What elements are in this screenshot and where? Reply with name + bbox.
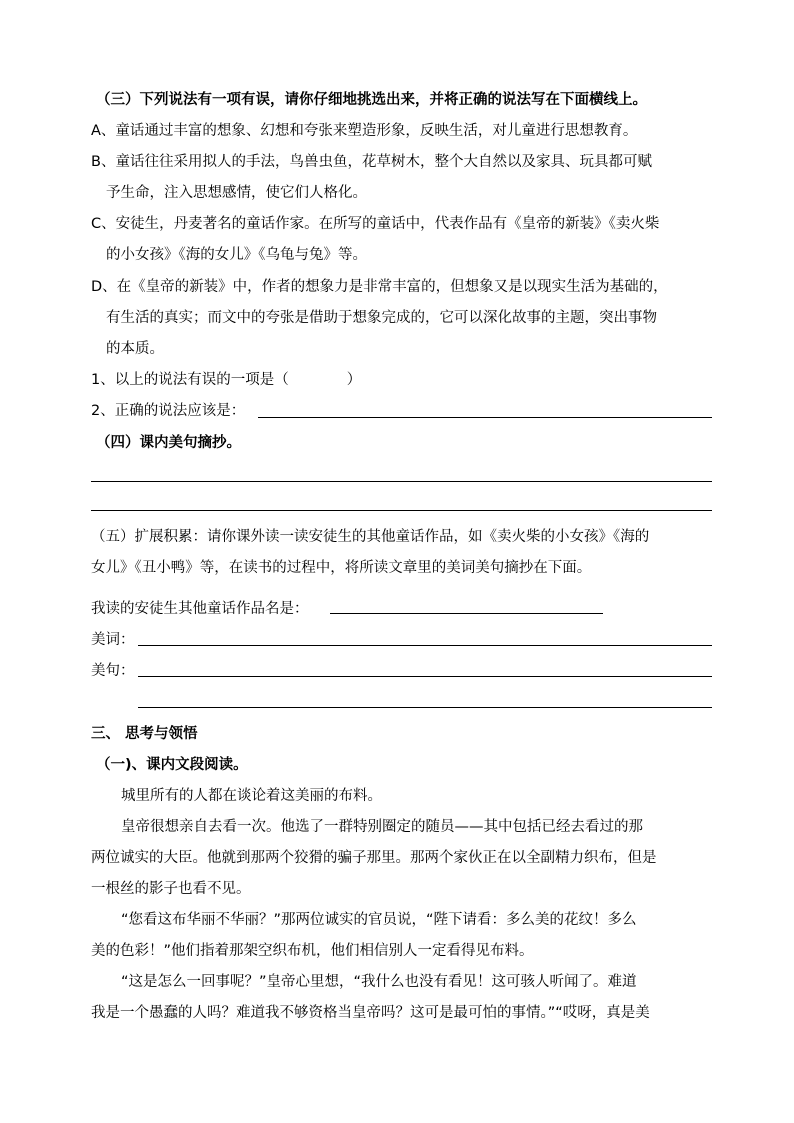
beautiful-words-label: 美词： bbox=[91, 632, 135, 648]
section5-line2: 女儿》《丑小鸭》等，在读书的过程中，将所读文章里的美词美句摘抄在下面。 bbox=[91, 560, 592, 576]
part3-subheading: （一)、课内文段阅读。 bbox=[96, 757, 248, 773]
passage-p2-line2: 两位诚实的大臣。他就到那两个狡猾的骗子那里。那两个家伙正在以全副精力织布，但是 bbox=[91, 850, 657, 866]
passage-p3-line2: 美的色彩！”他们指着那架空织布机，他们相信别人一定看得见布料。 bbox=[91, 943, 534, 959]
passage-p3-line1: “您看这布华丽不华丽？”那两位诚实的官员说，“陛下请看：多么美的花纹！多么 bbox=[121, 912, 637, 928]
passage-p4-line2: 我是一个愚蠢的人吗？难道我不够资格当皇帝吗？这可是最可怕的事情。”“哎呀，真是美 bbox=[91, 1005, 650, 1021]
beautiful-words-line[interactable] bbox=[138, 645, 712, 646]
option-c-line1: C、安徒生，丹麦著名的童话作家。在所写的童话中，代表作品有《皇帝的新装》《卖火柴 bbox=[91, 216, 660, 232]
copy-line-2[interactable] bbox=[91, 510, 712, 511]
passage-p2-line3: 一根丝的影子也看不见。 bbox=[91, 881, 251, 897]
beautiful-sentences-line-2[interactable] bbox=[138, 707, 712, 708]
option-b-line1: B、童话往往采用拟人的手法，鸟兽虫鱼，花草树木，整个大自然以及家具、玩具都可赋 bbox=[91, 154, 652, 170]
passage-p2-line1: 皇帝很想亲自去看一次。他选了一群特别圈定的随员——其中包括已经去看过的那 bbox=[121, 819, 643, 835]
option-d-line3: 的本质。 bbox=[106, 341, 164, 357]
option-a: A、童话通过丰富的想象、幻想和夸张来塑造形象，反映生活，对儿童进行思想教育。 bbox=[91, 123, 638, 139]
beautiful-sentences-label: 美句： bbox=[91, 663, 135, 679]
passage-p1: 城里所有的人都在谈论着这美丽的布料。 bbox=[121, 788, 382, 804]
section4-heading: （四）课内美句摘抄。 bbox=[96, 435, 241, 451]
option-c-line2: 的小女孩》《海的女儿》《乌龟与兔》等。 bbox=[106, 247, 367, 263]
beautiful-sentences-line-1[interactable] bbox=[138, 676, 712, 677]
option-b-line2: 予生命，注入思想感情，使它们人格化。 bbox=[106, 185, 367, 201]
copy-line-1[interactable] bbox=[91, 481, 712, 482]
question-1: 1、以上的说法有误的一项是（ ） bbox=[91, 372, 362, 388]
option-d-line2: 有生活的真实；而文中的夸张是借助于想象完成的，它可以深化故事的主题，突出事物 bbox=[106, 310, 657, 326]
part3-heading: 三、 思考与领悟 bbox=[91, 726, 198, 742]
passage-p4-line1: “这是怎么一回事呢？”皇帝心里想，“我什么也没有看见！这可骇人听闻了。难道 bbox=[121, 974, 637, 990]
answer-line-q2[interactable] bbox=[258, 417, 712, 418]
work-name-line[interactable] bbox=[330, 613, 603, 614]
question-2-label: 2、正确的说法应该是： bbox=[91, 403, 246, 419]
section5-line1: （五）扩展积累：请你课外读一读安徒生的其他童话作品，如《卖火柴的小女孩》《海的 bbox=[91, 529, 650, 545]
option-d-line1: D、在《皇帝的新装》中，作者的想象力是非常丰富的，但想象又是以现实生活为基础的， bbox=[91, 279, 668, 295]
work-name-label: 我读的安徒生其他童话作品名是： bbox=[91, 601, 309, 617]
section3-heading: （三）下列说法有一项有误，请你仔细地挑选出来，并将正确的说法写在下面横线上。 bbox=[96, 92, 647, 108]
